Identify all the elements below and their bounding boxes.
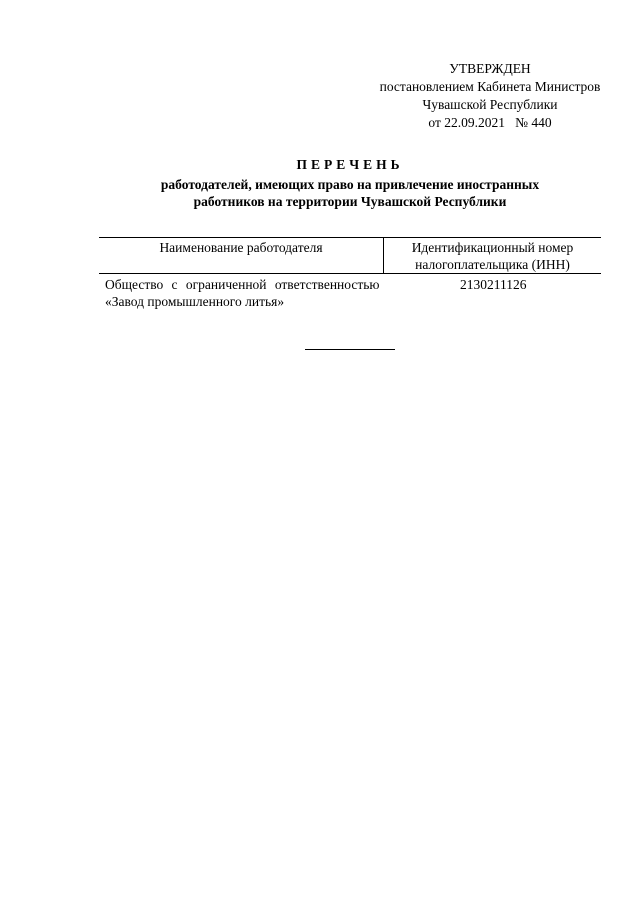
table-row [99, 274, 601, 311]
approval-issuer: постановлением Кабинета Министров [379, 79, 601, 94]
employers-table [99, 237, 601, 310]
title-heading: ПЕРЕЧЕНЬ [296, 157, 404, 172]
header-inn [384, 238, 602, 274]
approval-status: УТВЕРЖДЕН [449, 61, 531, 76]
document-title [90, 156, 610, 210]
employer-name-line2: «Завод промышленного литья» [105, 294, 285, 309]
header-inn-line1: Идентификационный номер [411, 240, 574, 255]
header-employer-name: Наименование работодателя [99, 238, 384, 274]
approval-stamp [340, 60, 640, 132]
table-header-row [99, 238, 601, 274]
title-subtitle-line1: работодателей, имеющих право на привлечение иностранных [160, 177, 540, 192]
title-subtitle-line2: работников на территории Чувашской Республики [193, 194, 507, 209]
employer-name-line1: Общество с ограниченной ответственностью [105, 277, 380, 292]
approval-region: Чувашской Республики [422, 97, 558, 112]
employer-inn-cell: 2130211126 [460, 277, 527, 292]
employer-name-cell [99, 274, 384, 311]
end-of-document-line [305, 349, 395, 350]
header-inn-line2: налогоплательщика (ИНН) [415, 257, 570, 272]
approval-date-number: от 22.09.2021 № 440 [428, 115, 552, 130]
